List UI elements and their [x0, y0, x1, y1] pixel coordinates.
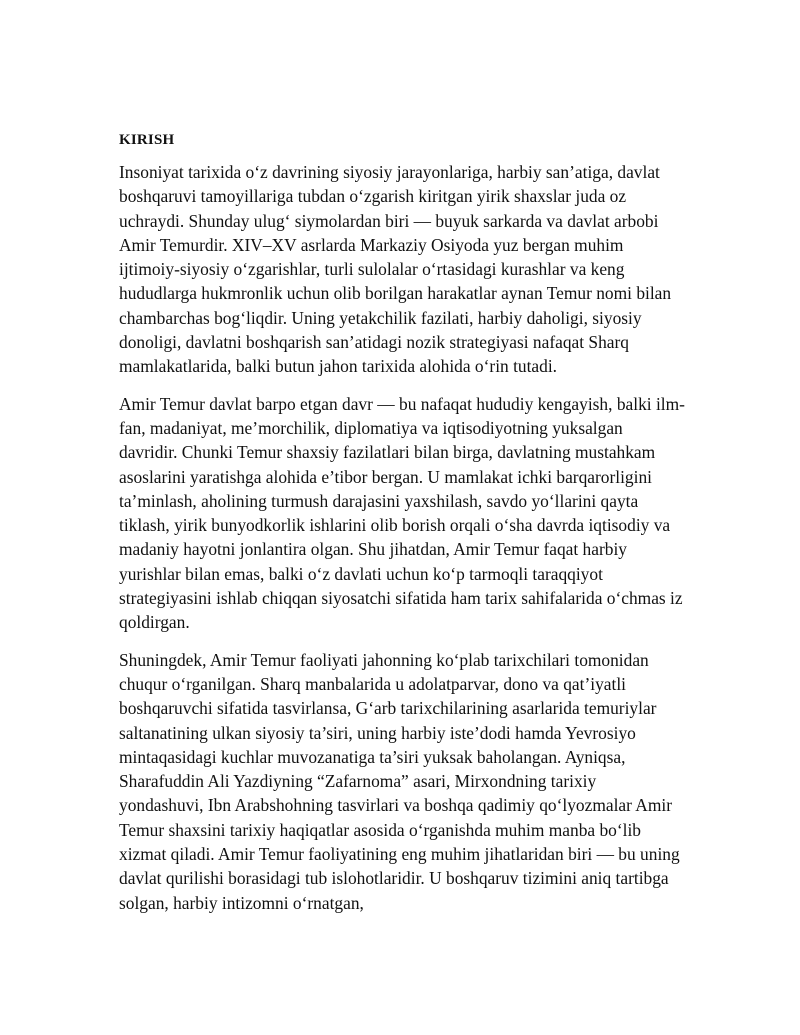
- section-heading: KIRISH: [119, 132, 175, 148]
- document-body: [119, 129, 685, 928]
- paragraph-1: Insoniyat tarixida o‘z davrining siyosiy jarayonlariga, harbiy san’atiga, davlat boshqaruvi tamoyillariga tubdan o‘zgarish kiritgan yirik shaxslar juda oz uchraydi. Shunday ulug‘ siymolardan biri — buyuk sarkarda va davlat arbobi Amir Temurdir. XIV–XV asrlarda Markaziy Osiyoda yuz bergan muhim ijtimoiy-siyosiy o‘zgarishlar, turli sulolalar o‘rtasidagi kurashlar va keng hududlarga hukmronlik uchun olib borilgan harakatlar aynan Temur nomi bilan chambarchas bog‘liqdir. Uning yetakchilik fazilati, harbiy daholigi, siyosiy donoligi, davlatni boshqarish san’atidagi nozik strategiyasi nafaqat Sharq mamlakatlarida, balki butun jahon tarixida alohida o‘rin tutadi.: [119, 162, 672, 377]
- paragraph-2: Amir Temur davlat barpo etgan davr — bu nafaqat hududiy kengayish, balki ilm-fan, madaniyat, me’morchilik, diplomatiya va iqtisodiyotning yuksalgan davridir. Chunki Temur shaxsiy fazilatlari bilan birga, davlatning mustahkam asoslarini yaratishga alohida e’tibor bergan. U mamlakat ichki barqarorligini ta’minlash, aholining turmush darajasini yaxshilash, savdo yo‘llarini qayta tiklash, yirik bunyodkorlik ishlarini olib borish orqali o‘sha davrda iqtisodiy va madaniy hayotni jonlantira olgan. Shu jihatdan, Amir Temur faqat harbiy yurishlar bilan emas, balki o‘z davlati uchun ko‘p tarmoqli taraqqiyot strategiyasini ishlab chiqqan siyosatchi sifatida ham tarix sahifalarida o‘chmas iz qoldirgan.: [119, 393, 685, 633]
- paragraph-3: Shuningdek, Amir Temur faoliyati jahonning ko‘plab tarixchilari tomonidan chuqur o‘rganilgan. Sharq manbalarida u adolatparvar, dono va qat’iyatli boshqaruvchi sifatida tasvirlansa, G‘arb tarixchilarining asarlarida temuriylar saltanatining ulkan siyosiy ta’siri, uning harbiy iste’dodi hamda Yevrosiyo mintaqasidagi kuchlar muvozanatiga ta’siri yuksak baholangan. Ayniqsa, Sharafuddin Ali Yazdiyning “Zafarnoma” asari, Mirxondning tarixiy yondashuvi, Ibn Arabshohning tasvirlari va boshqa qadimiy qo‘lyozmalar Amir Temur shaxsini tarixiy haqiqatlar asosida o‘rganishda muhim manba bo‘lib xizmat qiladi. Amir Temur faoliyatining eng muhim jihatlaridan biri — bu uning davlat qurilishi borasidagi tub islohotlaridir. U boshqaruv tizimini aniq tartibga solgan, harbiy intizomni o‘rnatgan,: [119, 649, 680, 913]
